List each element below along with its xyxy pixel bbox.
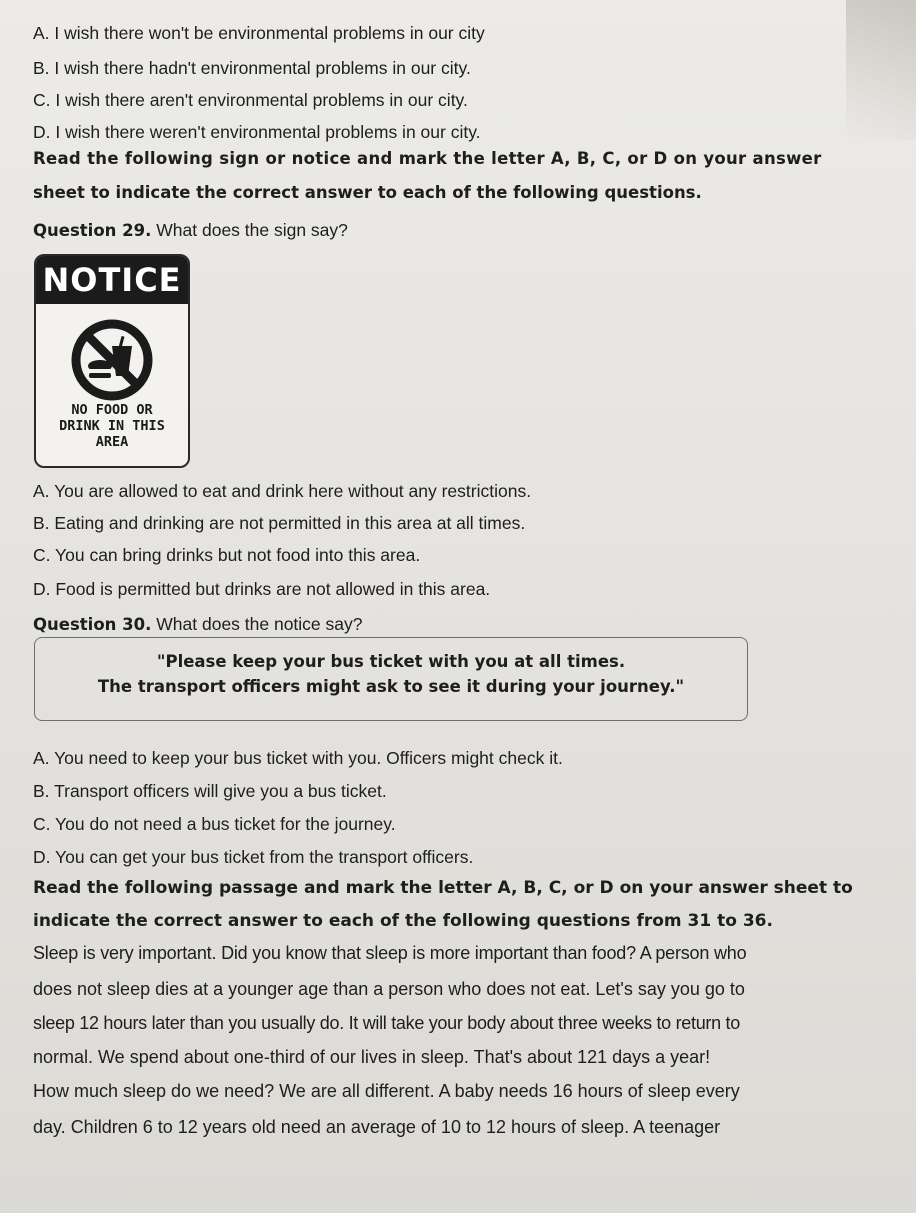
notice-line2: The transport officers might ask to see it during your journey." bbox=[97, 677, 685, 696]
q30-option-b: B. Transport officers will give you a bus ticket. bbox=[33, 781, 387, 801]
notice-line1: "Please keep your bus ticket with you at all times. bbox=[156, 652, 626, 671]
instruction-sign-line1: Read the following sign or notice and mark the letter A, B, C, or D on your answer bbox=[33, 149, 822, 168]
q29-label: Question 29. bbox=[33, 221, 152, 240]
q30-option-c: C. You do not need a bus ticket for the journey. bbox=[33, 814, 396, 834]
instruction-sign-line2: sheet to indicate the correct answer to each of the following questions. bbox=[33, 183, 702, 202]
passage-line: does not sleep dies at a younger age than a person who does not eat. Let's say you go to bbox=[33, 979, 745, 999]
sign-text-line3: AREA bbox=[95, 434, 129, 450]
instruction-passage-line1: Read the following passage and mark the letter A, B, C, or D on your answer sheet to bbox=[33, 878, 853, 898]
sign-text-line1: NO FOOD OR bbox=[71, 402, 153, 418]
q29-option-b: B. Eating and drinking are not permitted in this area at all times. bbox=[33, 513, 526, 533]
instruction-passage-line2: indicate the correct answer to each of the following questions from 31 to 36. bbox=[33, 911, 773, 931]
q30-label: Question 30. bbox=[33, 615, 152, 634]
passage-line: How much sleep do we need? We are all different. A baby needs 16 hours of sleep every bbox=[33, 1081, 740, 1101]
q28-option-c: C. I wish there aren't environmental problems in our city. bbox=[33, 90, 468, 110]
q30-text: What does the notice say? bbox=[156, 614, 363, 634]
q29-option-d: D. Food is permitted but drinks are not allowed in this area. bbox=[33, 579, 491, 599]
q30-option-d: D. You can get your bus ticket from the transport officers. bbox=[33, 847, 474, 867]
passage-line: normal. We spend about one-third of our lives in sleep. That's about 121 days a year! bbox=[33, 1047, 711, 1067]
q29-heading bbox=[33, 219, 348, 242]
q28-option-d: D. I wish there weren't environmental problems in our city. bbox=[33, 122, 481, 142]
q30-option-a: A. You need to keep your bus ticket with you. Officers might check it. bbox=[33, 748, 563, 768]
q29-text: What does the sign say? bbox=[156, 220, 348, 240]
q28-option-b: B. I wish there hadn't environmental problems in our city. bbox=[33, 58, 471, 78]
passage-line: day. Children 6 to 12 years old need an average of 10 to 12 hours of sleep. A teenager bbox=[33, 1117, 721, 1137]
page-corner-shadow bbox=[846, 0, 916, 140]
sign-text bbox=[36, 402, 188, 450]
q29-option-a: A. You are allowed to eat and drink here without any restrictions. bbox=[33, 481, 532, 501]
notice-box bbox=[34, 637, 748, 721]
passage-line: sleep 12 hours later than you usually do. It will take your body about three weeks to return to bbox=[33, 1013, 740, 1033]
notice-sign bbox=[34, 254, 190, 468]
sign-text-line2: DRINK IN THIS bbox=[59, 418, 165, 434]
q29-option-c: C. You can bring drinks but not food into this area. bbox=[33, 545, 421, 565]
passage-line: Sleep is very important. Did you know that sleep is more important than food? A person who bbox=[33, 943, 747, 963]
q28-option-a: A. I wish there won't be environmental problems in our city bbox=[33, 23, 485, 43]
no-food-drink-icon bbox=[70, 318, 154, 402]
q30-heading bbox=[33, 613, 363, 636]
sign-header: NOTICE bbox=[36, 256, 188, 304]
